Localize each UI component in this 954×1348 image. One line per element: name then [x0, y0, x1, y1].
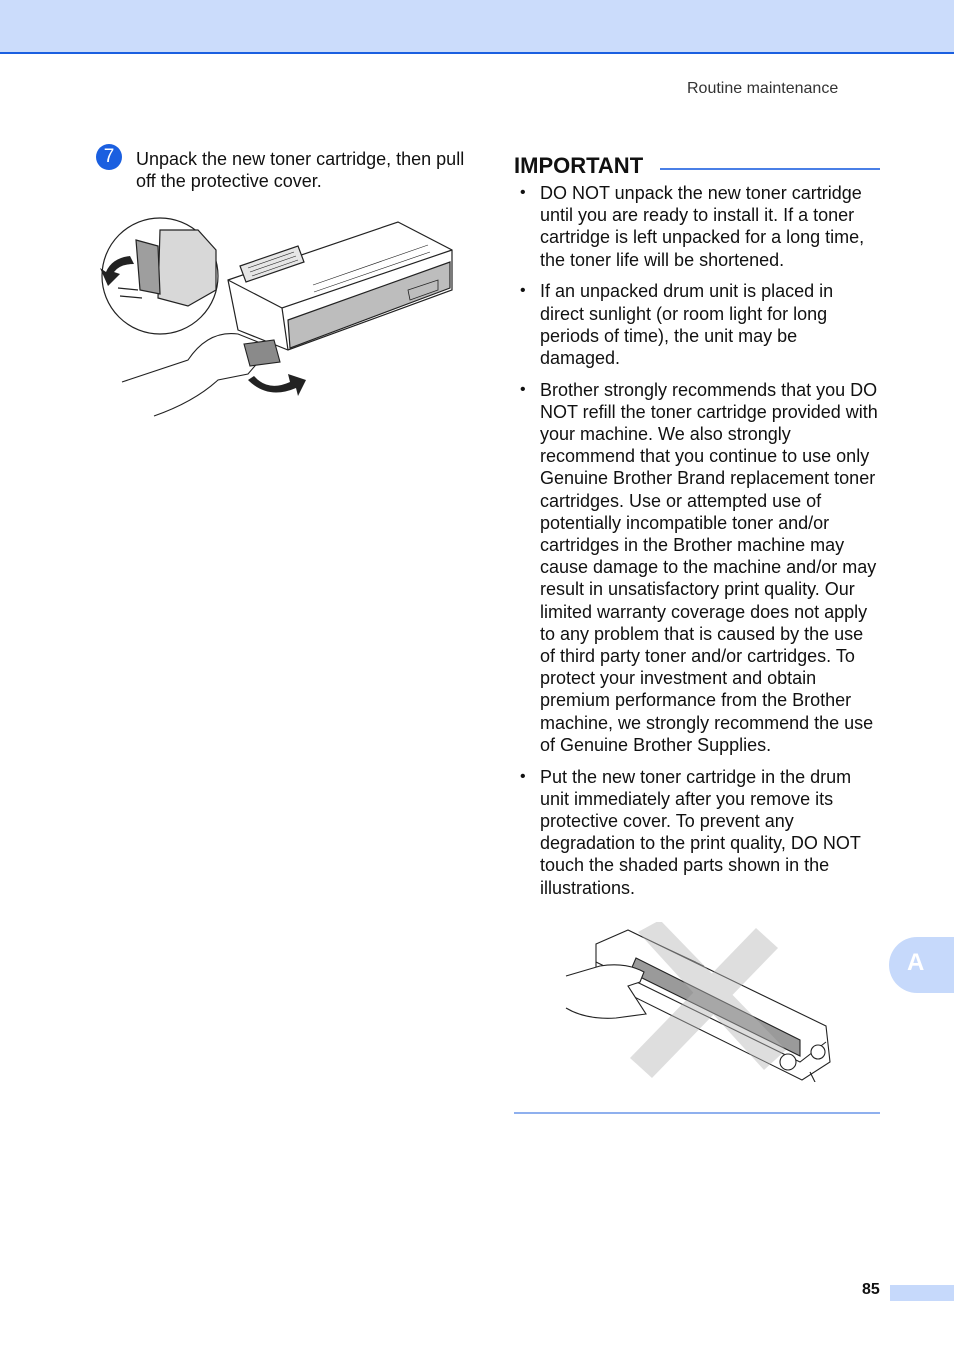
- appendix-tab-label: A: [907, 949, 925, 976]
- step-instruction: Unpack the new toner cartridge, then pull off the protective cover.: [136, 149, 465, 191]
- important-list: [514, 182, 880, 908]
- important-heading: IMPORTANT: [514, 153, 644, 178]
- hand-drawing: [122, 334, 280, 416]
- important-end-rule: [514, 1112, 880, 1114]
- important-item: • Brother strongly recommends that you DO NOT refill the toner cartridge provided with your machine. We also strongly recommend that you continue to use only Genuine Brother Brand replacement toner cartridges. Use or attempted use of potentially incompatible toner and/or cartridges in the Brother machine may cause damage to the machine and/or may result in unsatisfactory print quality. Our limited warranty coverage does not apply to any problem that is caused by the use of third party toner and/or cartridges. To protect your investment and obtain premium performance from the Brother machine, we strongly recommend the use of Genuine Brother Supplies.: [514, 379, 880, 756]
- important-item: • DO NOT unpack the new toner cartridge until you are ready to install it. If a toner cartridge is left unpacked for a long time, the toner life will be shortened.: [514, 182, 880, 271]
- zoom-detail-circle: [102, 218, 218, 334]
- important-heading-rule: [660, 168, 880, 170]
- rotate-arrow-icon: [248, 374, 306, 396]
- step-number-badge: 7: [96, 144, 122, 170]
- running-head: Routine maintenance: [687, 80, 839, 97]
- important-item: • If an unpacked drum unit is placed in direct sunlight (or room light for long periods of time), the unit may be damaged.: [514, 280, 880, 369]
- toner-unpack-illustration: [98, 210, 460, 422]
- appendix-tab: [889, 937, 954, 993]
- page-number-band: [890, 1285, 954, 1301]
- important-item: • Put the new toner cartridge in the drum unit immediately after you remove its protective cover. To prevent any degradation to the print quality, DO NOT touch the shaded parts shown in the illustrations.: [514, 766, 880, 899]
- page-number: 85: [862, 1281, 880, 1298]
- toner-cartridge-drawing: [228, 222, 452, 350]
- header-band: [0, 0, 954, 54]
- do-not-touch-illustration: [556, 922, 838, 1082]
